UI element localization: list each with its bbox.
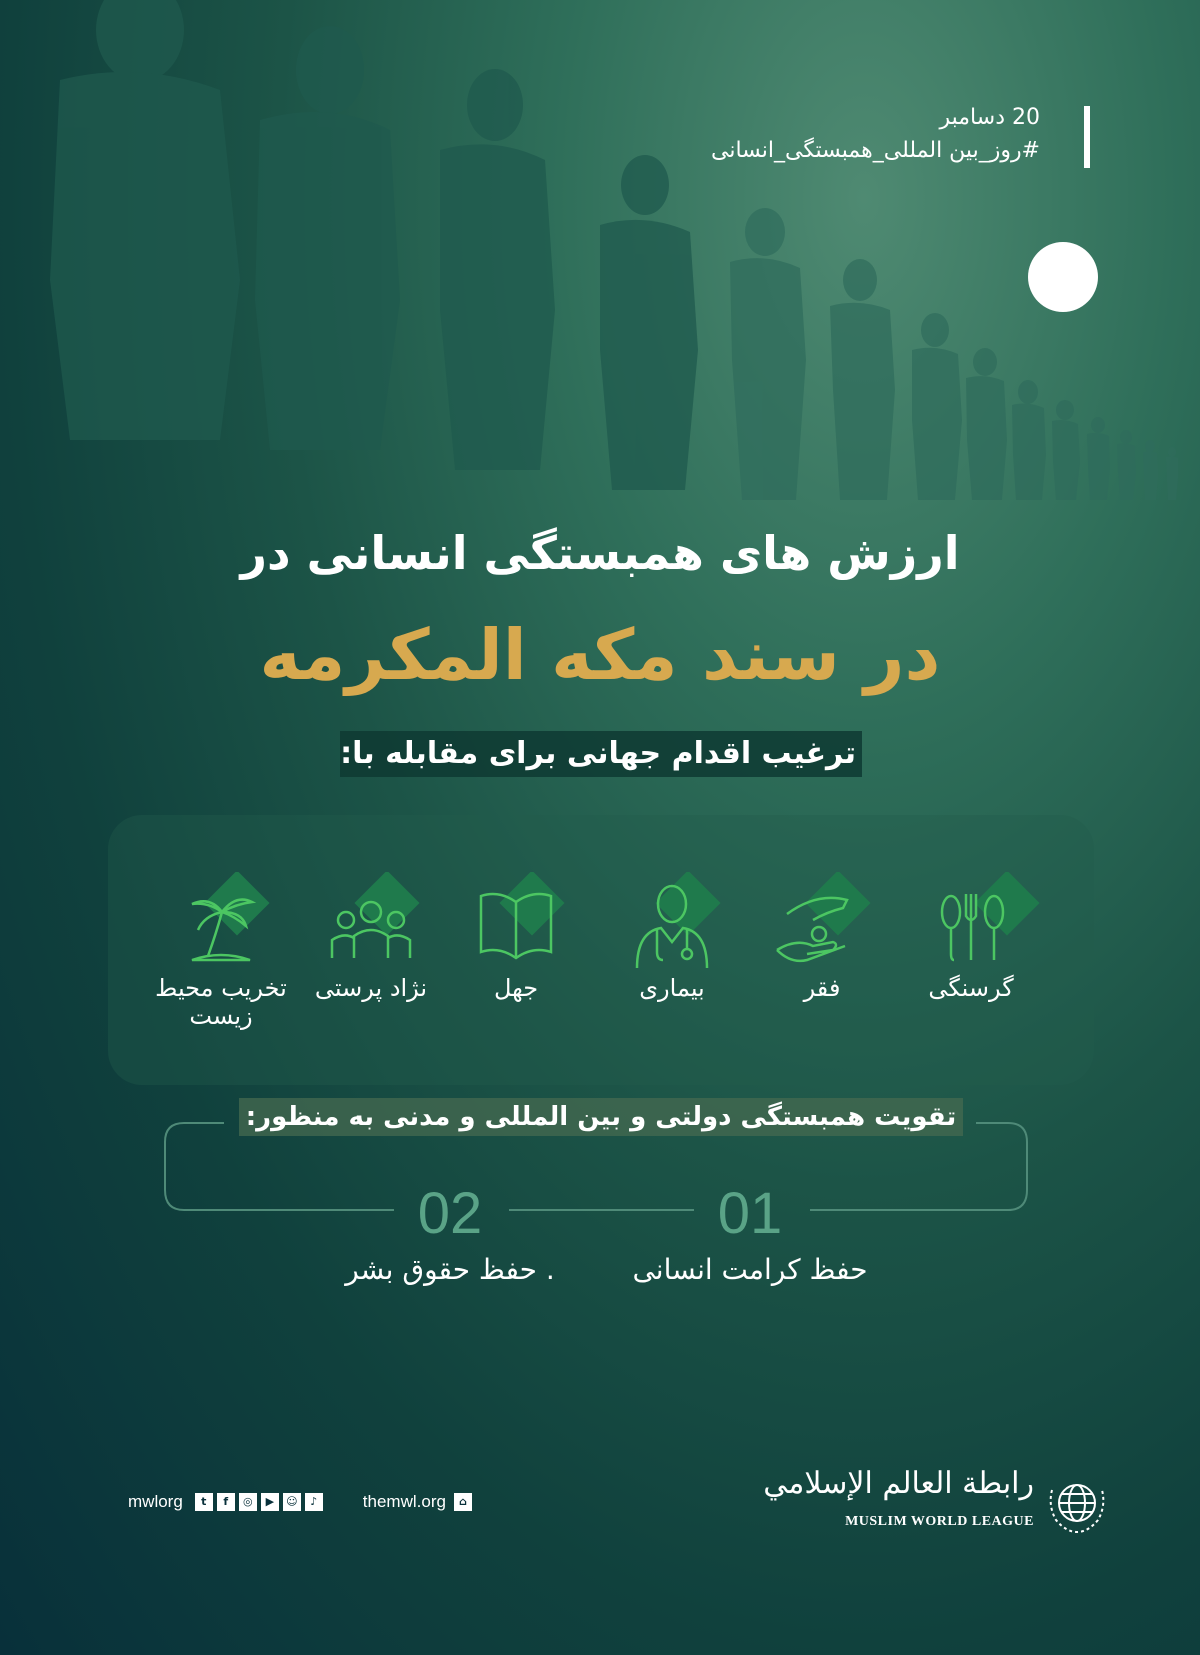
twitter-icon[interactable]: t [195, 1493, 213, 1511]
social-handle[interactable]: mwlorg [128, 1492, 183, 1511]
social-icons [195, 1493, 323, 1511]
issue-label: نژاد پرستی [314, 974, 428, 1002]
issue-item-ignorance [441, 872, 591, 1002]
globe-emblem-icon [1044, 1470, 1110, 1536]
snapchat-icon[interactable]: ☺ [283, 1493, 301, 1511]
doctor-icon [597, 872, 747, 972]
issue-item-racism [296, 872, 446, 1002]
title-line-2: در سند مکه المکرمه [259, 614, 941, 696]
home-icon[interactable]: ⌂ [454, 1493, 472, 1511]
footer-social [128, 1488, 472, 1516]
issue-label: فقر [803, 974, 841, 1002]
people-group-icon [296, 872, 446, 972]
event-date: 20 دسامبر [939, 105, 1040, 130]
issue-label: جهل [493, 974, 539, 1002]
moon-circle [1028, 242, 1098, 312]
cutlery-icon [896, 872, 1046, 972]
goal-number-1: 01 [717, 1181, 783, 1246]
tiktok-icon[interactable]: ♪ [305, 1493, 323, 1511]
logo-english-text: MUSLIM WORLD LEAGUE [845, 1514, 1034, 1529]
issue-label: تخریب محیط زیست [155, 974, 287, 1030]
goal-number-2: 02 [417, 1181, 483, 1246]
logo-arabic-text: رابطة العالم الإسلامي [763, 1466, 1034, 1501]
facebook-icon[interactable]: f [217, 1493, 235, 1511]
title-line-1: ارزش های همبستگی انسانی در [240, 526, 960, 580]
goal-text-1: حفظ کرامت انسانی [632, 1253, 868, 1286]
event-hashtag[interactable]: #روز_بین المللی_همبستگی_انسانی [711, 138, 1040, 163]
open-book-icon [441, 872, 591, 972]
people-holding-hands-silhouettes [0, 0, 1200, 520]
goals-title: تقویت همبستگی دولتی و بین المللی و مدنی به منظور: [245, 1102, 957, 1132]
header-accent-bar [1084, 106, 1090, 168]
mwl-logo [763, 1466, 1110, 1546]
instagram-icon[interactable]: ◎ [239, 1493, 257, 1511]
header-info [711, 102, 1040, 168]
issue-item-environment [146, 872, 296, 1030]
giving-hand-coin-icon [747, 872, 897, 972]
subtitle-text: ترغیب اقدام جهانی برای مقابله با: [340, 736, 856, 771]
issue-item-poverty [747, 872, 897, 1002]
subtitle [340, 731, 862, 777]
palm-tree-icon [146, 872, 296, 972]
youtube-icon[interactable]: ▶ [261, 1493, 279, 1511]
issue-label: بیماری [639, 974, 705, 1002]
issue-label: گرسنگی [928, 974, 1014, 1002]
issue-item-hunger [896, 872, 1046, 1002]
goal-text-2: . حفظ حقوق بشر [345, 1253, 555, 1286]
website-link[interactable]: themwl.org [362, 1492, 446, 1511]
issue-item-disease [597, 872, 747, 1002]
